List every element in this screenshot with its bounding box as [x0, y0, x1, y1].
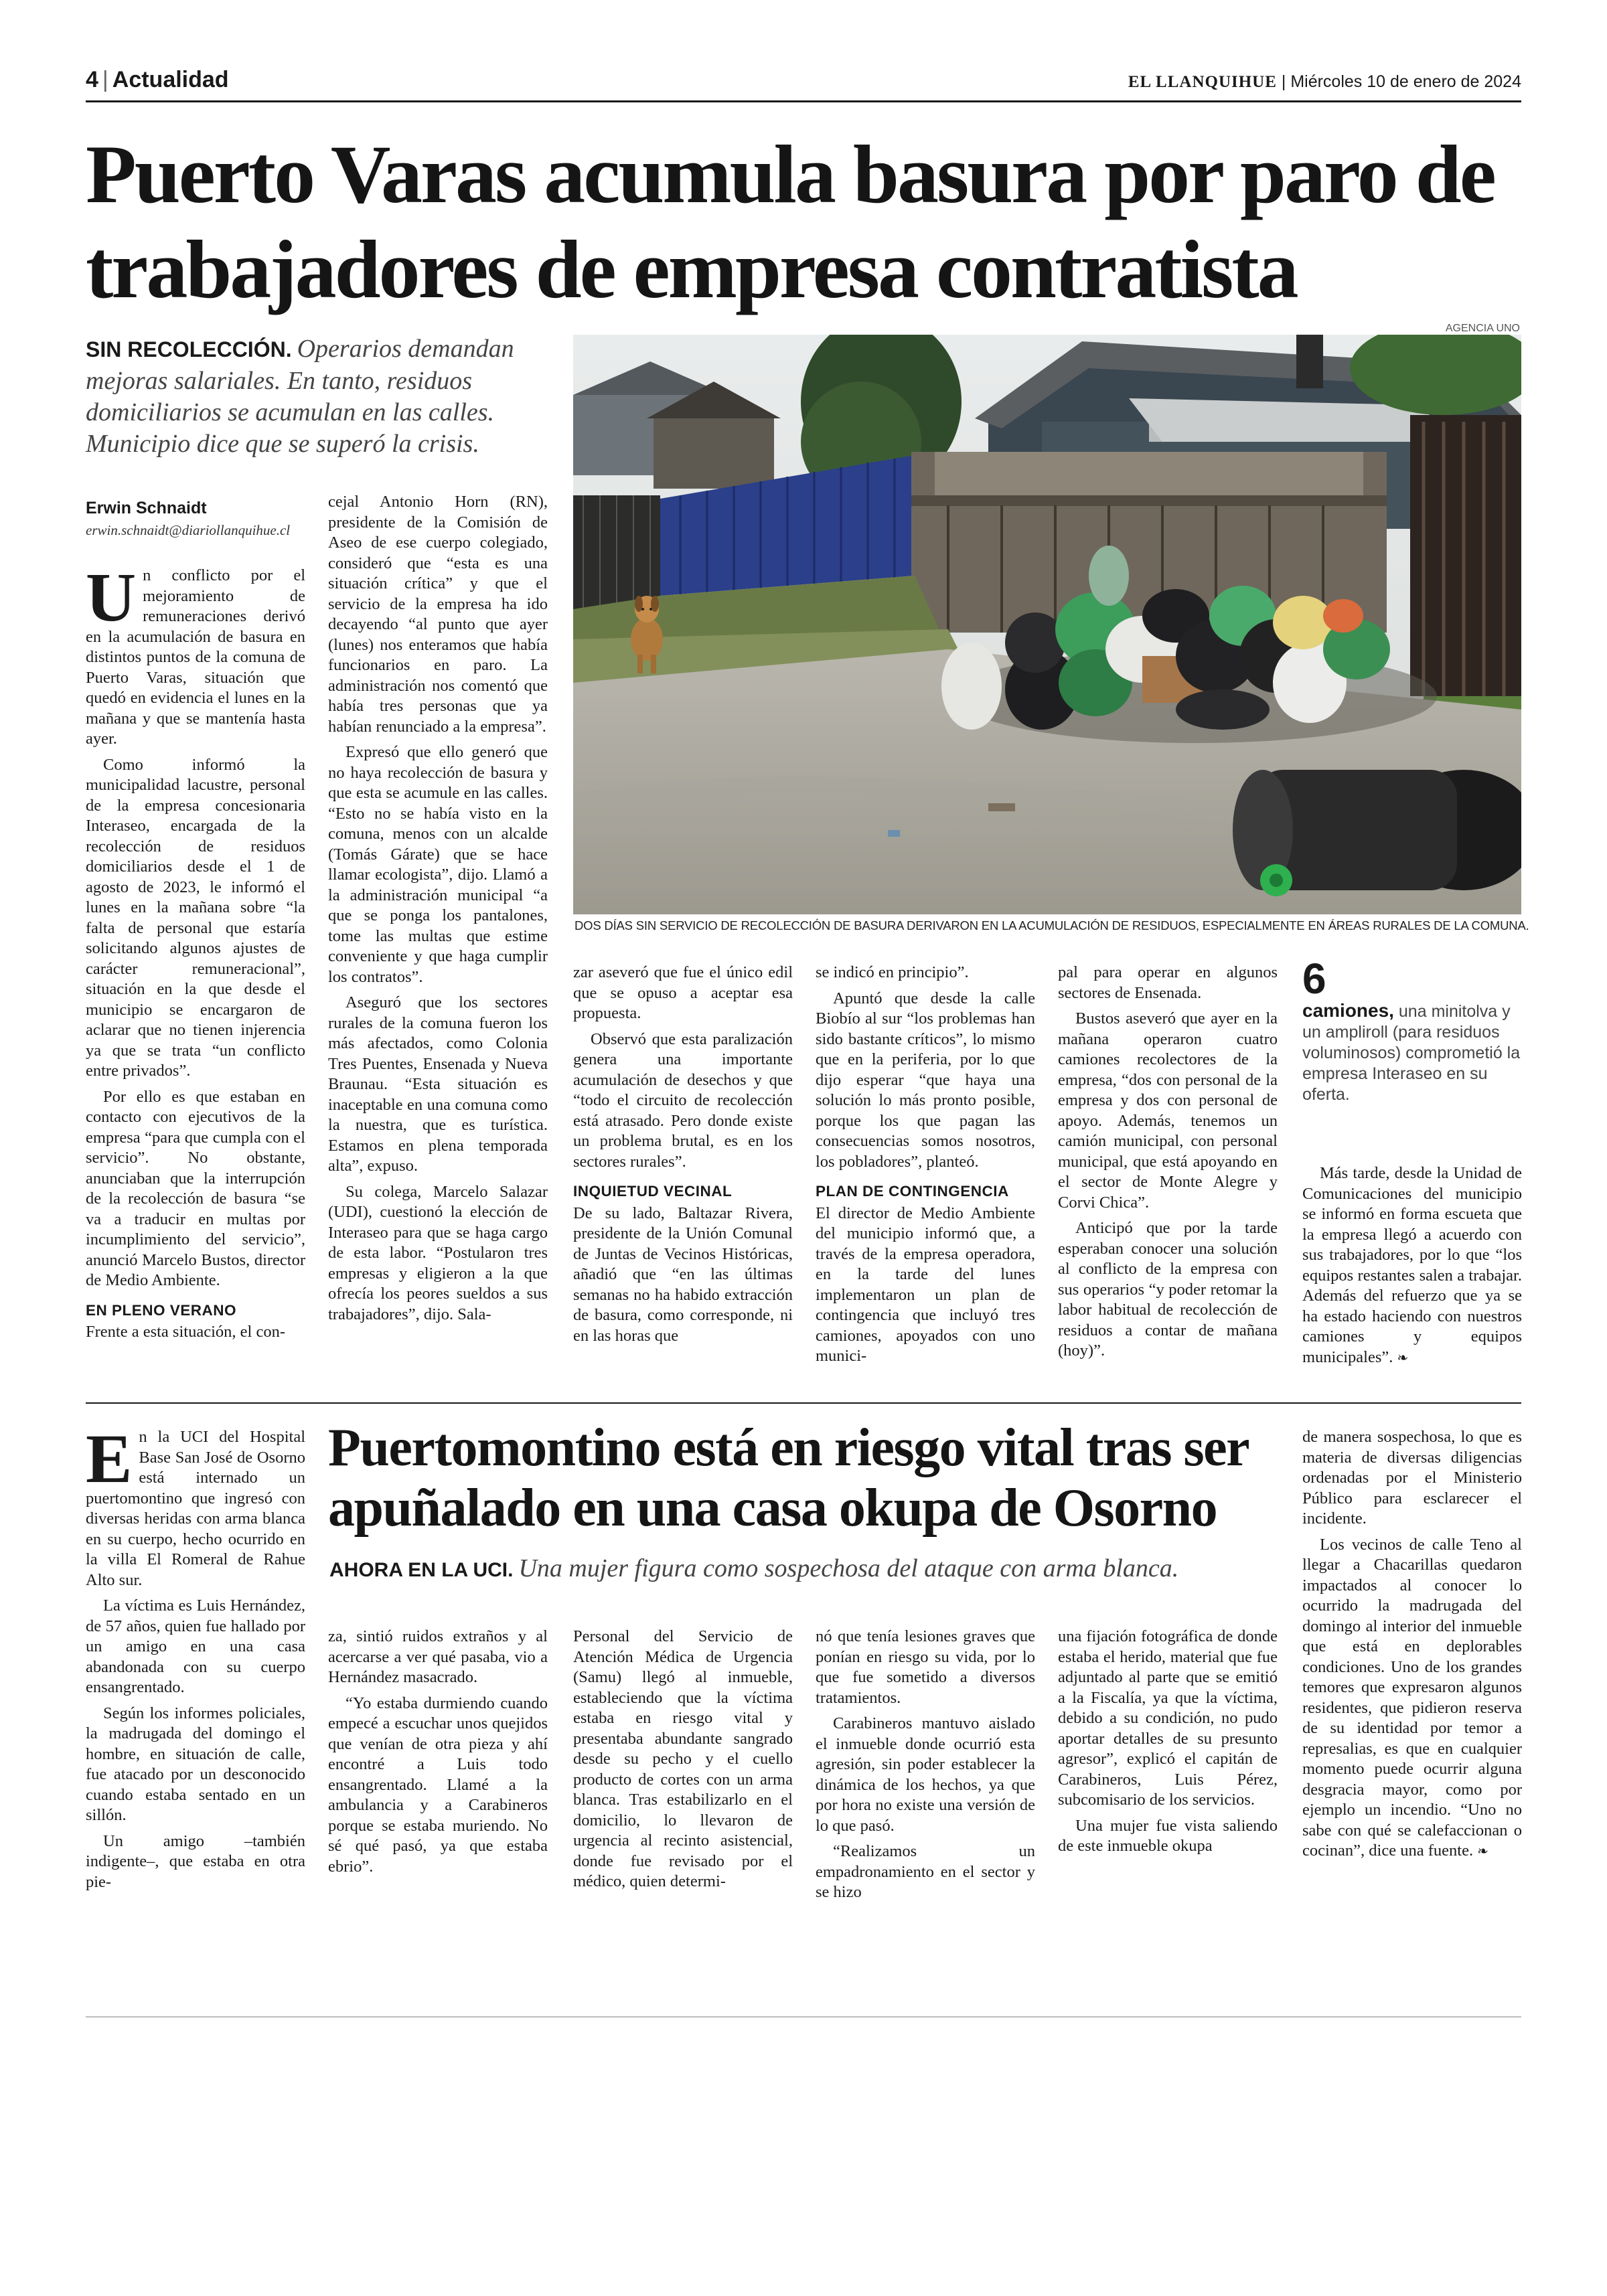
lead-kicker: SIN RECOLECCIÓN.	[86, 337, 292, 361]
paragraph: Personal del Servicio de Atención Médica de Urgencia (Samu) llegó al inmueble, estableciendo que la víctima estaba en riesgo vital y presentaba abundante sangrado desde su pecho y el cuello producto de cortes con un arma blanca. Tras estabilizarlo en el domicilio, lo llevaron de urgencia al recinto asistencial, donde fue revisado por el médico, quien determi-	[573, 1627, 793, 1890]
fact-bold: camiones,	[1302, 1000, 1394, 1021]
masthead-date	[1128, 72, 1521, 92]
paragraph-text: Más tarde, desde la Unidad de Comunicaciones del municipio se informó en forma escueta que la empresa llegó a acuerdo con sus trabajadores, por lo que “los equipos restantes salen a trabajar. Además del refuerzo que ya se ha estado haciendo con nuestros camiones y equipos municipales”.	[1302, 1164, 1522, 1366]
page-number: 4	[86, 67, 98, 92]
footer-rule	[86, 2016, 1521, 2018]
paragraph: Carabineros mantuvo aislado el inmueble donde ocurrió esta agresión, sin poder establecer la dinámica de los hechos, ya que por hora no existe una versión de lo que pasó.	[816, 1714, 1035, 1835]
paragraph: Según los informes policiales, la madrugada del domingo el hombre, en situación de calle, fue atacado por un desconocido cuando estaba sentado en un sillón.	[86, 1704, 305, 1824]
paragraph: cejal Antonio Horn (RN), presidente de la Comisión de Aseo de ese cuerpo colegiado, consideró que “esta es una situación crítica” y que el servicio de la empresa ha ido decayendo “al punto que ayer (lunes) nos enteramos que había funcionarios en paro. La administración nos comentó que había tres personas que ya habían renunciado a la empresa”.	[328, 493, 548, 736]
separator: |	[1276, 72, 1291, 91]
article2-column-6	[1302, 1427, 1522, 1867]
article1-column-5	[1058, 963, 1278, 1367]
paragraph: Bustos aseveró que ayer en la mañana operaron cuatro camiones recolectores de la empresa, “dos con personal de la empresa y dos con personal de apoyo. Además, tenemos un camión municipal, con personal municipal, que está apoyando en el sector de Monte Alegre y Corvi Chica”.	[1058, 1009, 1278, 1212]
paragraph: n la UCI del Hospital Base San José de Osorno está internado un puertomontino que ingresó con diversas heridas con arma blanca en su cuerpo, hecho ocurrido en la villa El Romeral de Rahue Alto sur.	[86, 1428, 305, 1589]
fact-box	[1302, 957, 1523, 1105]
subhead: EN PLENO VERANO	[86, 1301, 237, 1319]
end-mark-icon: ❧	[1477, 1843, 1488, 1859]
garbage-photo	[573, 335, 1521, 914]
page-section-label	[86, 67, 229, 93]
end-mark-icon: ❧	[1397, 1349, 1409, 1366]
photo-credit: AGENCIA UNO	[1445, 323, 1520, 334]
paper-name: EL LLANQUIHUE	[1128, 73, 1277, 91]
paragraph: za, sintió ruidos extraños y al acercarse a ver qué pasaba, vio a Hernández masacrado.	[328, 1627, 548, 1686]
lead-text: Una mujer figura como sospechosa del ataque con arma blanca.	[518, 1554, 1179, 1582]
article1-column-2	[328, 492, 548, 1330]
paragraph: Aseguró que los sectores rurales de la comuna fueron los más afectados, como Colonia Tres Puentes, Ensenada y Nueva Braunau. “Esta situación es inaceptable en una comuna como la nuestra, que es turística. Estamos en plena temporada alta”, expuso.	[328, 993, 548, 1175]
paragraph: Por ello es que estaban en contacto con ejecutivos de la empresa “para que cumpla con el servicio”. No obstante, anunciaban que la interrupción de la recolección de basura “se va a traducir en multas por incumplimiento del servicio”, anunció Marcelo Bustos, director de Medio Ambiente.	[86, 1087, 305, 1289]
article1-column-6	[1302, 1163, 1522, 1373]
article1-column-3	[573, 963, 793, 1351]
paragraph: “Realizamos un empadronamiento en el sector y se hizo	[816, 1842, 1035, 1901]
article-divider	[86, 1402, 1521, 1404]
byline-author: Erwin Schnaidt	[86, 499, 207, 517]
fact-number: 6	[1302, 955, 1326, 1003]
paragraph-text: Los vecinos de calle Teno al llegar a Chacarillas quedaron impactados al conocer lo ocurrido la madrugada del domingo al interior del inmueble que está en deplorables condiciones. Uno de los grandes temores que expresaron algunos residentes, que pidieron reserva de su identidad por temor a represalias, es que en cualquier momento puede ocurrir alguna desgracia mayor, como por ejemplo un incendio. “Uno no sabe con qué se calefaccionan o cocinan”, dice una fuente.	[1302, 1535, 1522, 1860]
fact-text-block	[1302, 1000, 1523, 1105]
article2-lead	[329, 1553, 1280, 1586]
article-lead	[86, 333, 554, 460]
article2-headline: Puertomontino está en riesgo vital tras ser apuñalado en una casa okupa de Osorno	[328, 1418, 1248, 1538]
paragraph: Expresó que ello generó que no haya recolección de basura y que esta se acumule en las calles. “Esto no se había visto en la comuna, menos con un alcalde (Tomás Gárate) que se hace llamar ecologista”, dijo. Llamó a la administración municipal “a que se ponga los pantalones, tome las multas que estime conveniente y que haga cumplir los contratos”.	[328, 743, 548, 986]
article-headline: Puerto Varas acumula basura por paro de trabajadores de empresa contratista	[86, 129, 1495, 315]
paragraph: “Yo estaba durmiendo cuando empecé a escuchar unos quejidos que venían de otra pieza y ahí encontré a Luis todo ensangrentado. Llamé a la ambulancia y a Carabineros porque se estaba muriendo. No sé qué pasó, ya que estaba ebrio”.	[328, 1694, 548, 1876]
subhead: INQUIETUD VECINAL	[573, 1183, 733, 1200]
fact-text: una minitolva y un ampliroll (para residuos voluminosos) comprometió la empresa Interaseo en su oferta.	[1302, 1002, 1521, 1104]
paragraph: Como informó la municipalidad lacustre, personal de la empresa concesionaria Interaseo, encargada de la recolección de residuos domiciliarios desde el 1 de agosto de 2023, le informó el lunes en la mañana sobre “la falta de personal que estaría solicitando algunos ajustes de carácter remuneracional”, situación en la que desde el municipio se encargaron de aclarar que no tienen injerencia ya que se trata “un conflicto entre privados”.	[86, 755, 305, 1080]
lead-text: Operarios demandan mejoras salariales. En tanto, residuos domiciliarios se acumulan en las calles. Municipio dice que se superó la crisis.	[86, 335, 514, 458]
header-rule	[86, 100, 1521, 102]
paragraph: Una mujer fue vista saliendo de este inmueble okupa	[1058, 1816, 1278, 1855]
issue-date: Miércoles 10 de enero de 2024	[1290, 72, 1521, 91]
paragraph: De su lado, Baltazar Rivera, presidente de la Unión Comunal de Juntas de Vecinos Históricas, añadió que “en las últimas semanas no ha habido extracción de basura, como corresponde, ni en las horas que	[573, 1204, 793, 1345]
paragraph: Un amigo –también indigente–, que estaba en otra pie-	[86, 1831, 305, 1891]
paragraph: Frente a esta situación, el con-	[86, 1323, 285, 1341]
paragraph: nó que tenía lesiones graves que ponían en riesgo su vida, por lo que fue sometido a diversos tratamientos.	[816, 1627, 1035, 1707]
paragraph: El director de Medio Ambiente del municipio informó que, a través de la empresa operadora, en la tarde del lunes implementaron un plan de contingencia que incluyó tres camiones, apoyados con uno munici-	[816, 1204, 1035, 1365]
paragraph: Observó que esta paralización genera una importante acumulación de desechos y que “todo el circuito de recolección está atrasado. Pero donde existe un problema brutal, es en los sectores rurales”.	[573, 1030, 793, 1171]
section-name: Actualidad	[112, 67, 229, 92]
paragraph: Anticipó que por la tarde esperaban conocer una solución al conflicto de la empresa con sus operarios “y poder retomar la labor habitual de recolección de residuos a contar de mañana (hoy)”.	[1058, 1219, 1278, 1360]
lead-kicker: AHORA EN LA UCI.	[329, 1559, 514, 1581]
dropcap: U	[86, 559, 137, 636]
paragraph: La víctima es Luis Hernández, de 57 años, quien fue hallado por un amigo en una casa abandonada con su cuerpo ensangrentado.	[86, 1596, 305, 1696]
paragraph: Apuntó que desde la calle Biobío al sur “los problemas han sido bastante críticos”, lo mismo que en la periferia, por lo que dijo esperar “que haya una solución lo más pronto posible, porque los que pagan las consecuencias somos nosotros, los pobladores”, planteó.	[816, 989, 1035, 1171]
article2-column-4	[816, 1627, 1035, 1908]
byline-email: erwin.schnaidt@diariollanquihue.cl	[86, 522, 291, 538]
subhead: PLAN DE CONTINGENCIA	[816, 1183, 1009, 1200]
article1-column-4	[816, 963, 1035, 1372]
paragraph: Su colega, Marcelo Salazar (UDI), cuestionó la elección de Interaseo para que se haga cargo de esta labor. “Postularon tres empresas y eligieron a la que ofrecía los peores sueldos a sus trabajadores”, dijo. Sala-	[328, 1182, 548, 1323]
separator: |	[102, 67, 108, 92]
article1-column-1	[86, 559, 305, 1348]
dropcap: E	[86, 1420, 133, 1497]
paragraph: una fijación fotográfica de donde estaba el herido, material que fue adjuntado al parte que se emitió a la Fiscalía, ya que la víctima, debido a su condición, no pudo aportar detalles de su presunto agresor”, explicó el capitán de Carabineros, Luis Pérez, subcomisario de los servicios.	[1058, 1627, 1278, 1809]
paragraph: de manera sospechosa, lo que es materia de diversas diligencias ordenadas por el Ministerio Público para esclarecer el incidente.	[1302, 1428, 1522, 1528]
article2-column-3	[573, 1627, 793, 1898]
article2-column-2	[328, 1627, 548, 1882]
photo-caption: DOS DÍAS SIN SERVICIO DE RECOLECCIÓN DE BASURA DERIVARON EN LA ACUMULACIÓN DE RESIDUOS, ESPECIALMENTE EN ÁREAS RURALES DE LA COMUNA.	[575, 918, 1529, 932]
article2-column-1	[86, 1420, 305, 1898]
paragraph: se indicó en principio”.	[816, 963, 969, 981]
paragraph	[1302, 1535, 1522, 1862]
paragraph: pal para operar en algunos sectores de Ensenada.	[1058, 963, 1278, 1002]
article2-column-5	[1058, 1627, 1278, 1862]
paragraph: n conflicto por el mejoramiento de remuneraciones derivó en la acumulación de basura en distintos puntos de la comuna de Puerto Varas, situación que quedó en evidencia el lunes en la mañana y que se mantenía hasta ayer.	[86, 566, 305, 748]
paragraph: zar aseveró que fue el único edil que se opuso a aceptar esa propuesta.	[573, 963, 793, 1022]
paragraph	[1302, 1163, 1522, 1368]
